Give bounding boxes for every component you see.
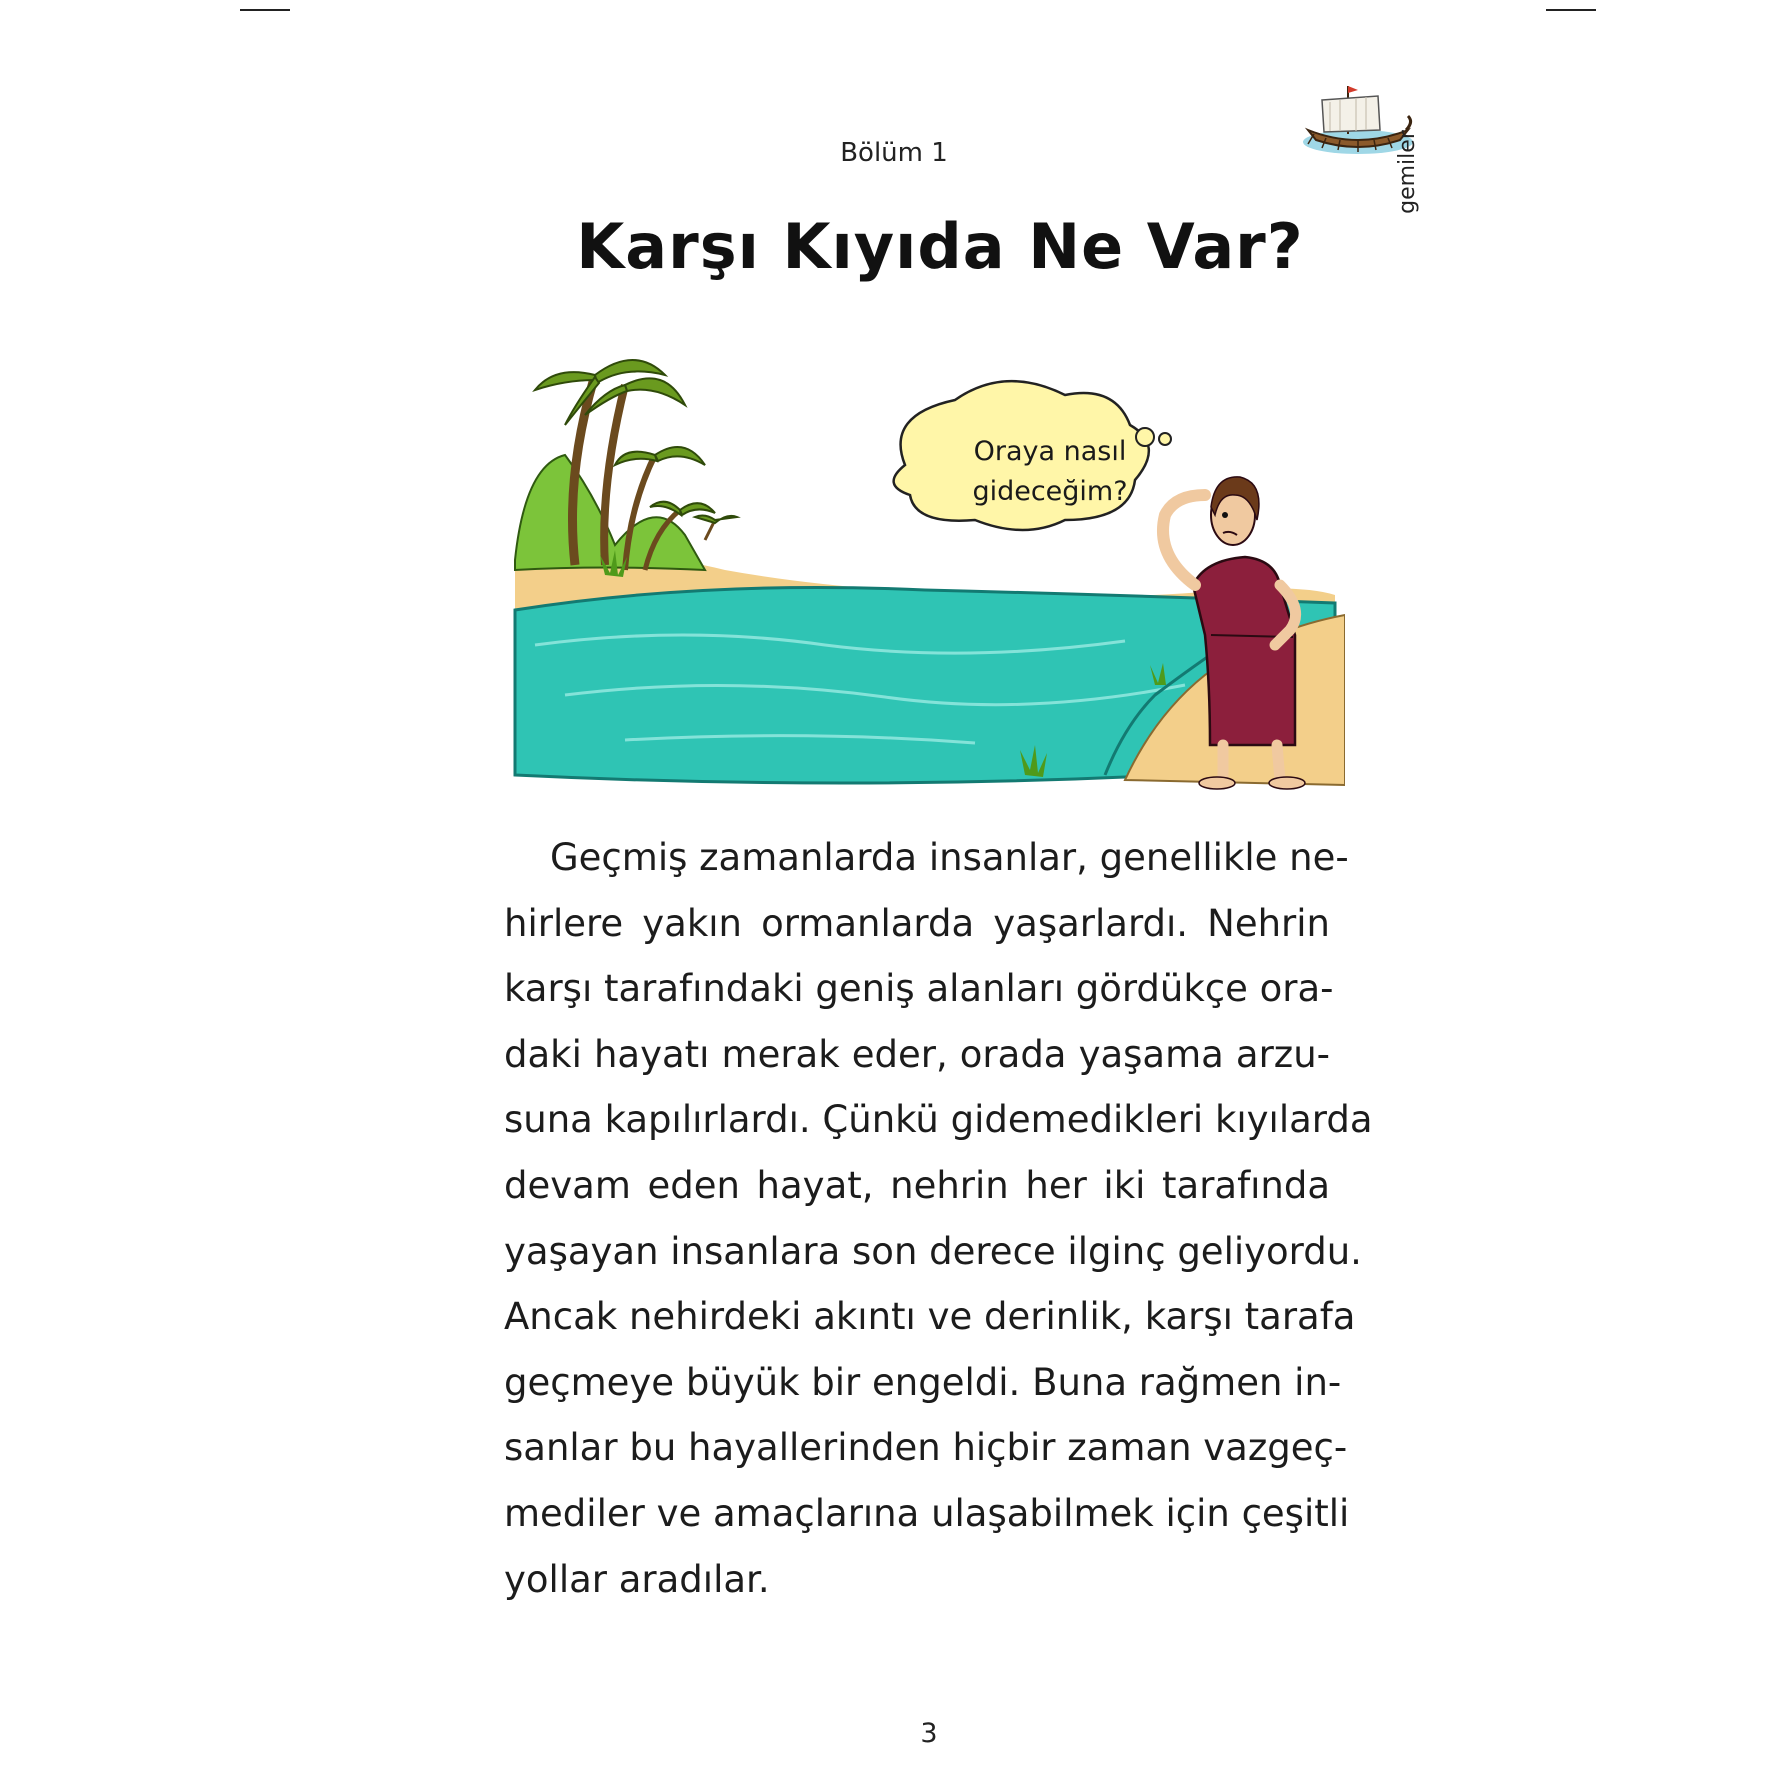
- body-paragraph: [504, 825, 1373, 1612]
- body-line: hirlere yakın ormanlarda yaşarlardı. Nehrin: [504, 901, 1330, 945]
- body-line: Geçmiş zamanlarda insanlar, genellikle ne-: [550, 836, 1349, 879]
- page-title: Karşı Kıyıda Ne Var?: [576, 210, 1304, 283]
- crop-mark-left: [240, 9, 290, 11]
- body-line: karşı tarafındaki geniş alanları gördükçe ora-: [504, 967, 1334, 1011]
- body-line: Ancak nehirdeki akıntı ve derinlik, karşı tarafa: [504, 1295, 1356, 1339]
- body-line: mediler ve amaçlarına ulaşabilmek için çeşitli: [504, 1491, 1350, 1535]
- body-line: suna kapılırlardı. Çünkü gidemedikleri kıyılarda: [504, 1098, 1373, 1142]
- body-line: daki hayatı merak eder, orada yaşama arzu-: [504, 1032, 1330, 1076]
- body-line: yaşayan insanlara son derece ilginç geliyordu.: [504, 1229, 1362, 1273]
- page-number: 3: [920, 1718, 938, 1749]
- body-line: geçmeye büyük bir engeldi. Buna rağmen in-: [504, 1360, 1342, 1404]
- crop-mark-right: [1546, 9, 1596, 11]
- body-line: sanlar bu hayallerinden hiçbir zaman vazgeç-: [504, 1426, 1348, 1470]
- thought-line: gideceğim?: [972, 476, 1128, 507]
- chapter-label: Bölüm 1: [840, 138, 948, 168]
- side-label: gemiler: [1395, 130, 1420, 214]
- body-line: yollar aradılar.: [504, 1557, 770, 1601]
- thought-line: Oraya nasıl: [973, 436, 1127, 467]
- body-line: devam eden hayat, nehrin her iki tarafında: [504, 1163, 1330, 1207]
- thought-bubble-text: [950, 432, 1150, 512]
- river-illustration: [505, 345, 1345, 795]
